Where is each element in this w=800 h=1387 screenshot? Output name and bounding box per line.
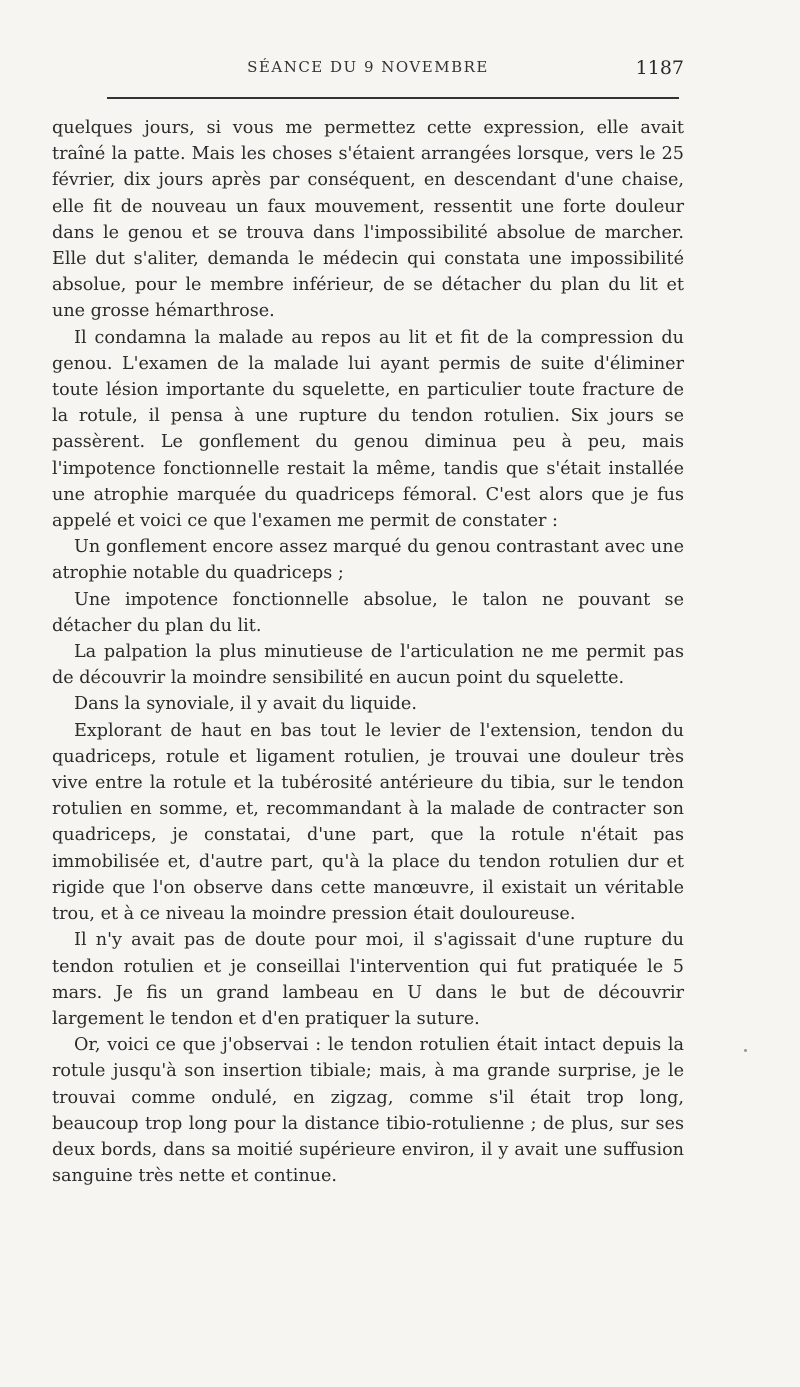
paragraph: quelques jours, si vous me permettez cette expression, elle avait traîné la patte. Mais les choses s'étaient arrangées lorsque, vers le 25 février, dix jours après par conséquent, en descendant d'une chaise, elle fit de nouveau un faux mouvement, ressentit une forte douleur dans le genou et se trouva dans l'impossibilité absolue de marcher. Elle dut s'aliter, demanda le médecin qui constata une impossibilité absolue, pour le membre inférieur, de se détacher du plan du lit et une grosse hémarthrose. <box>52 118 684 322</box>
paragraph: Explorant de haut en bas tout le levier de l'extension, tendon du quadriceps, rotule et ligament rotulien, je trouvai une douleur très vive entre la rotule et la tubérosité antérieure du tibia, sur le tendon rotulien en somme, et, recommandant à la malade de contracter son quadriceps, je constatai, d'une part, que la rotule n'était pas immobilisée et, d'autre part, qu'à la place du tendon rotulien dur et rigide que l'on observe dans cette manœuvre, il existait un véritable trou, et à ce niveau la moindre pression était douloureuse. <box>52 720 684 925</box>
body-text <box>52 115 684 1189</box>
paragraph: Une impotence fonctionnelle absolue, le talon ne pouvant se détacher du plan du lit. <box>52 589 684 636</box>
header-rule <box>107 97 679 99</box>
paragraph: Dans la synoviale, il y avait du liquide. <box>74 694 417 715</box>
paragraph: Il n'y avait pas de doute pour moi, il s'agissait d'une rupture du tendon rotulien et je conseillai l'intervention qui fut pratiquée le 5 mars. Je fis un grand lambeau en U dans le but de découvrir largement le tendon et d'en pratiquer la suture. <box>52 930 684 1029</box>
paragraph: Il condamna la malade au repos au lit et fit de la compression du genou. L'examen de la malade lui ayant permis de suite d'éliminer toute lésion importante du squelette, en particulier toute fracture de la rotule, il pensa à une rupture du tendon rotulien. Six jours se passèrent. Le gonflement du genou diminua peu à peu, mais l'impotence fonctionnelle restait la même, tandis que s'était installée une atrophie marquée du quadriceps fémoral. C'est alors que je fus appelé et voici ce que l'examen me permit de constater : <box>52 327 684 532</box>
paragraph: Or, voici ce que j'observai : le tendon rotulien était intact depuis la rotule jusqu'à son insertion tibiale; mais, à ma grande surprise, je le trouvai comme ondulé, en zigzag, comme s'il était trop long, beaucoup trop long pour la distance tibio-rotulienne ; de plus, sur ses deux bords, dans sa moitié supérieure environ, il y avait une suffusion sanguine très nette et continue. <box>52 1035 684 1187</box>
page-number: 1187 <box>635 57 684 79</box>
running-head <box>52 58 684 84</box>
paragraph: Un gonflement encore assez marqué du genou contrastant avec une atrophie notable du quadriceps ; <box>52 537 684 584</box>
paragraph: La palpation la plus minutieuse de l'articulation ne me permit pas de découvrir la moindre sensibilité en aucun point du squelette. <box>52 642 684 689</box>
margin-speck <box>744 1049 747 1052</box>
running-title: SÉANCE DU 9 NOVEMBRE <box>247 58 489 76</box>
